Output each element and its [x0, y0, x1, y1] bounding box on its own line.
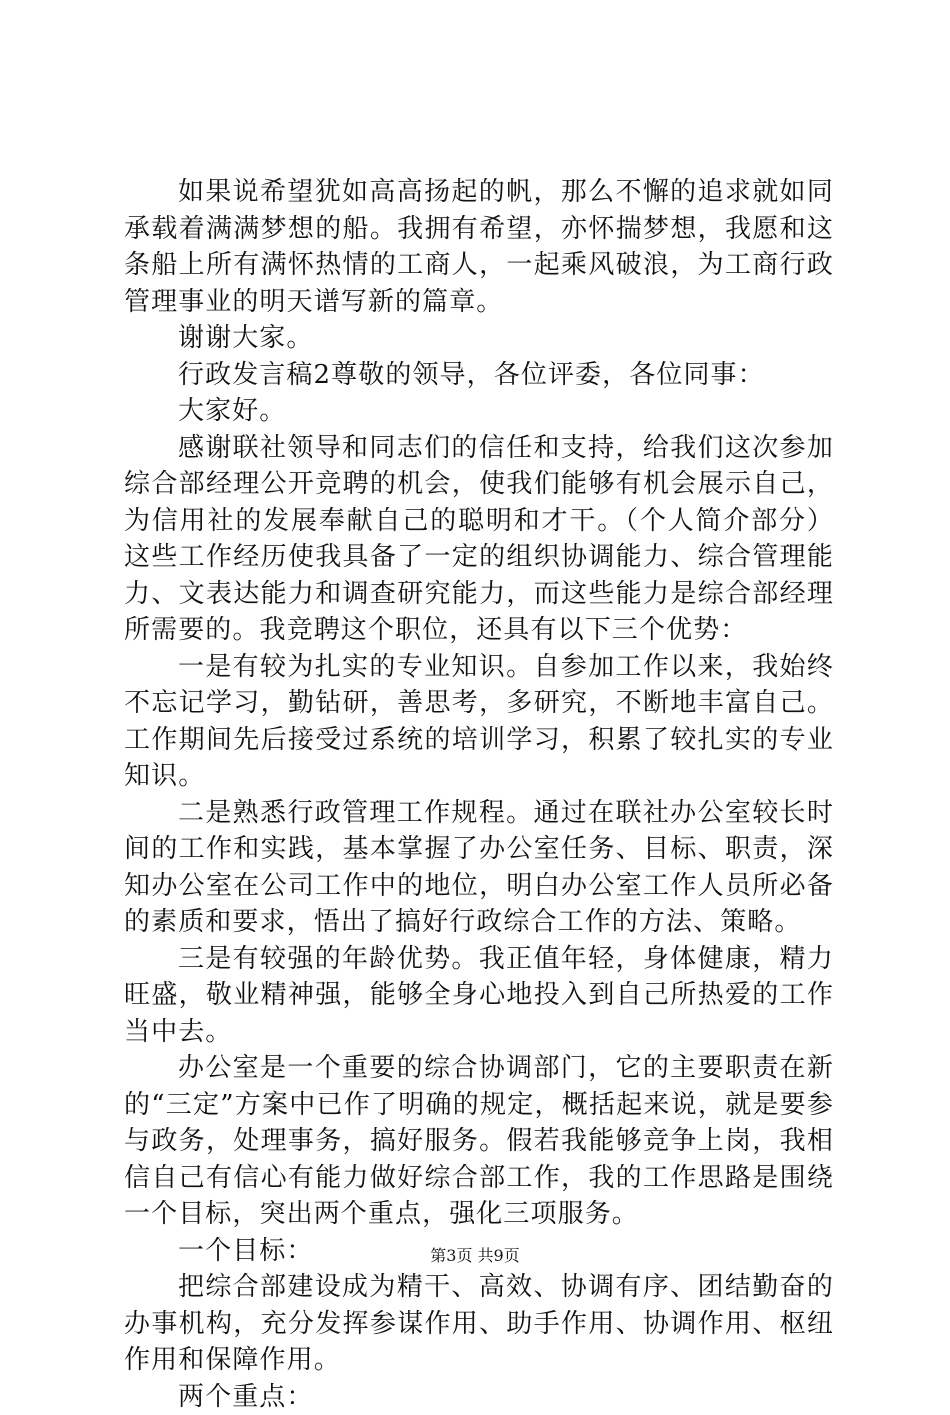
paragraph: 二是熟悉行政管理工作规程。通过在联社办公室较长时间的工作和实践，基本掌握了办公室任务、目标、职责，深知办公室在公司工作中的地位，明白办公室工作人员所必备的素质和要求，悟出了搞好行政综合工作的方法、策略。	[124, 795, 834, 941]
page-number-footer: 第3页 共9页	[0, 1246, 950, 1266]
paragraph: 行政发言稿2尊敬的领导，各位评委，各位同事：	[124, 357, 834, 394]
document-body	[124, 174, 834, 1415]
paragraph: 一个目标：	[124, 1233, 834, 1270]
paragraph: 感谢联社领导和同志们的信任和支持，给我们这次参加综合部经理公开竞聘的机会，使我们能够有机会展示自己，为信用社的发展奉献自己的聪明和才干。（个人简介部分）这些工作经历使我具备了一定的组织协调能力、综合管理能力、文表达能力和调查研究能力，而这些能力是综合部经理所需要的。我竞聘这个职位，还具有以下三个优势：	[124, 430, 834, 649]
paragraph: 把综合部建设成为精干、高效、协调有序、团结勤奋的办事机构，充分发挥参谋作用、助手作用、协调作用、枢纽作用和保障作用。	[124, 1269, 834, 1379]
paragraph: 三是有较强的年龄优势。我正值年轻，身体健康，精力旺盛，敬业精神强，能够全身心地投入到自己所热爱的工作当中去。	[124, 941, 834, 1051]
paragraph: 办公室是一个重要的综合协调部门，它的主要职责在新的“三定”方案中已作了明确的规定，概括起来说，就是要参与政务，处理事务，搞好服务。假若我能够竞争上岗，我相信自己有信心有能力做好综合部工作，我的工作思路是围绕一个目标，突出两个重点，强化三项服务。	[124, 1050, 834, 1233]
paragraph: 如果说希望犹如高高扬起的帆，那么不懈的追求就如同承载着满满梦想的船。我拥有希望，亦怀揣梦想，我愿和这条船上所有满怀热情的工商人，一起乘风破浪，为工商行政管理事业的明天谱写新的篇章。	[124, 174, 834, 320]
paragraph: 谢谢大家。	[124, 320, 834, 357]
paragraph: 两个重点：	[124, 1379, 834, 1415]
paragraph: 大家好。	[124, 393, 834, 430]
paragraph: 一是有较为扎实的专业知识。自参加工作以来，我始终不忘记学习，勤钻研，善思考，多研究，不断地丰富自己。工作期间先后接受过系统的培训学习，积累了较扎实的专业知识。	[124, 649, 834, 795]
